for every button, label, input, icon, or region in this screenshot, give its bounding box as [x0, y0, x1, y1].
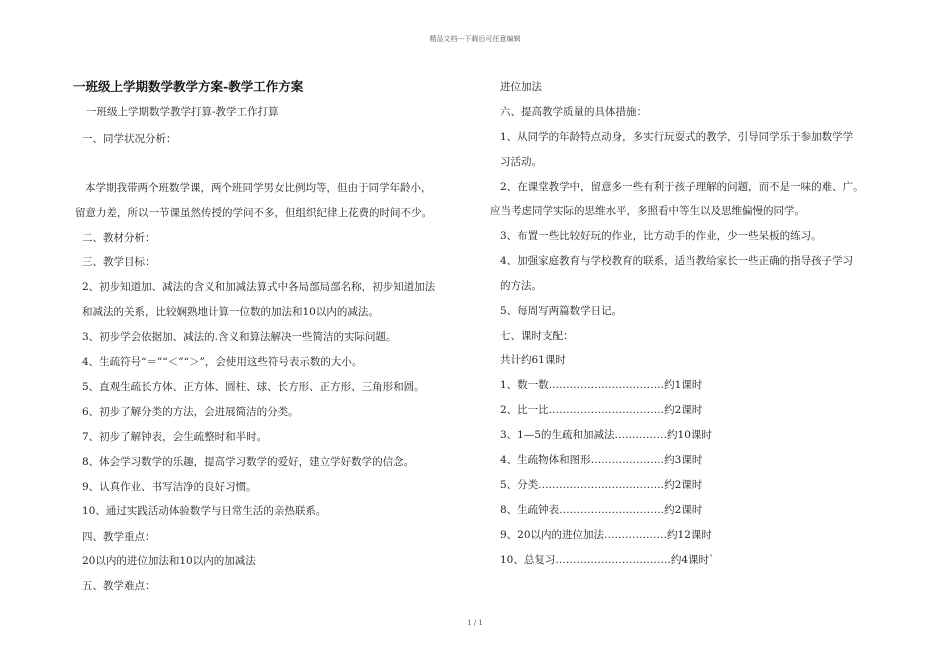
list-item: 6、初步了解分类的方法，会进展简洁的分类。	[82, 406, 299, 418]
list-item: 4、加强家庭教育与学校教育的联系，适当教给家长一些正确的指导孩子学习	[500, 255, 854, 267]
paragraph-line: 留意力差，所以一节课虽然传授的学问不多，但组织纪律上花费的时间不少。	[75, 207, 432, 219]
section-heading: 四、教学重点：	[82, 531, 156, 543]
paragraph-line: 2、初步知道加、减法的含义和加减法算式中各局部局部名称，初步知道加法	[82, 281, 436, 293]
document-title: 一班级上学期数学教学方案-教学工作方案	[73, 79, 304, 94]
list-item: 习活动。	[500, 156, 542, 168]
schedule-item: 9、20以内的进位加法………………约12课时	[500, 529, 712, 541]
list-item: 5、直观生疏长方体、正方体、圆柱、球、长方形、正方形、三角形和圆。	[82, 381, 425, 393]
section-heading: 二、教材分析：	[82, 232, 156, 244]
list-item: 3、布置一些比较好玩的作业，比方动手的作业，少一些呆板的练习。	[500, 230, 822, 242]
section-heading: 六、提高教学质量的具体措施：	[500, 106, 647, 118]
list-item: 1、从同学的年龄特点动身，多实行玩耍式的教学，引导同学乐于参加数学学	[500, 131, 854, 143]
list-item: 5、每周写两篇数学日记。	[500, 305, 623, 317]
section-heading: 七、课时支配：	[500, 330, 574, 342]
list-item: 的方法。	[500, 280, 542, 292]
subtitle: 一班级上学期数学教学打算-教学工作打算	[86, 106, 279, 118]
section-heading: 一、同学状况分析：	[82, 133, 177, 145]
schedule-item: 4、生疏物体和图形…………………约3课时	[500, 454, 703, 466]
schedule-item: 5、分类………………………………约2课时	[500, 479, 703, 491]
list-item: 8、体会学习数学的乐趣，提高学习数学的爱好，建立学好数学的信念。	[82, 456, 415, 468]
list-item: 3、初步学会依据加、减法的.含义和算法解决一些简洁的实际问题。	[82, 331, 397, 343]
schedule-item: 2、比一比……………………………约2课时	[500, 404, 703, 416]
list-item: 10、通过实践活动体验数学与日常生活的亲热联系。	[82, 505, 327, 517]
page-number: 1 / 1	[467, 619, 483, 627]
paragraph-line: 和减法的关系，比较娴熟地计算一位数的加法和10以内的减法。	[82, 306, 379, 318]
schedule-item: 8、生疏钟表…………………………约2课时	[500, 504, 703, 516]
schedule-item: 3、1—5的生疏和加减法……………约10课时	[500, 429, 712, 441]
list-item: 9、认真作业、书写洁净的良好习惯。	[82, 481, 257, 493]
list-item: 2、在课堂教学中，留意多一些有利于孩子理解的问题，而不是一味的难、广。	[500, 181, 864, 193]
paragraph-line: 应当考虑同学实际的思维水平，多照看中等生以及思维偏慢的同学。	[490, 205, 805, 217]
paragraph-line: 20以内的进位加法和10以内的加减法	[82, 555, 256, 567]
section-heading: 三、教学目标：	[82, 256, 156, 268]
page-header: 精品文档---下载后可任意编辑	[429, 35, 521, 43]
list-item: 7、初步了解钟表，会生疏整时和半时。	[82, 431, 268, 443]
paragraph-line: 本学期我带两个班数学课，两个班同学男女比例均等，但由于同学年龄小，	[85, 182, 432, 194]
paragraph-line: 进位加法	[500, 81, 542, 93]
schedule-item: 10、总复习……………………………约4课时`	[500, 554, 715, 566]
paragraph-line: 共计约61课时	[500, 354, 566, 366]
schedule-item: 1、数一数……………………………约1课时	[500, 379, 703, 391]
list-item: 4、生疏符号“＝”“＜”“＞”，会使用这些符号表示数的大小。	[82, 356, 363, 368]
section-heading: 五、教学难点：	[82, 580, 156, 592]
